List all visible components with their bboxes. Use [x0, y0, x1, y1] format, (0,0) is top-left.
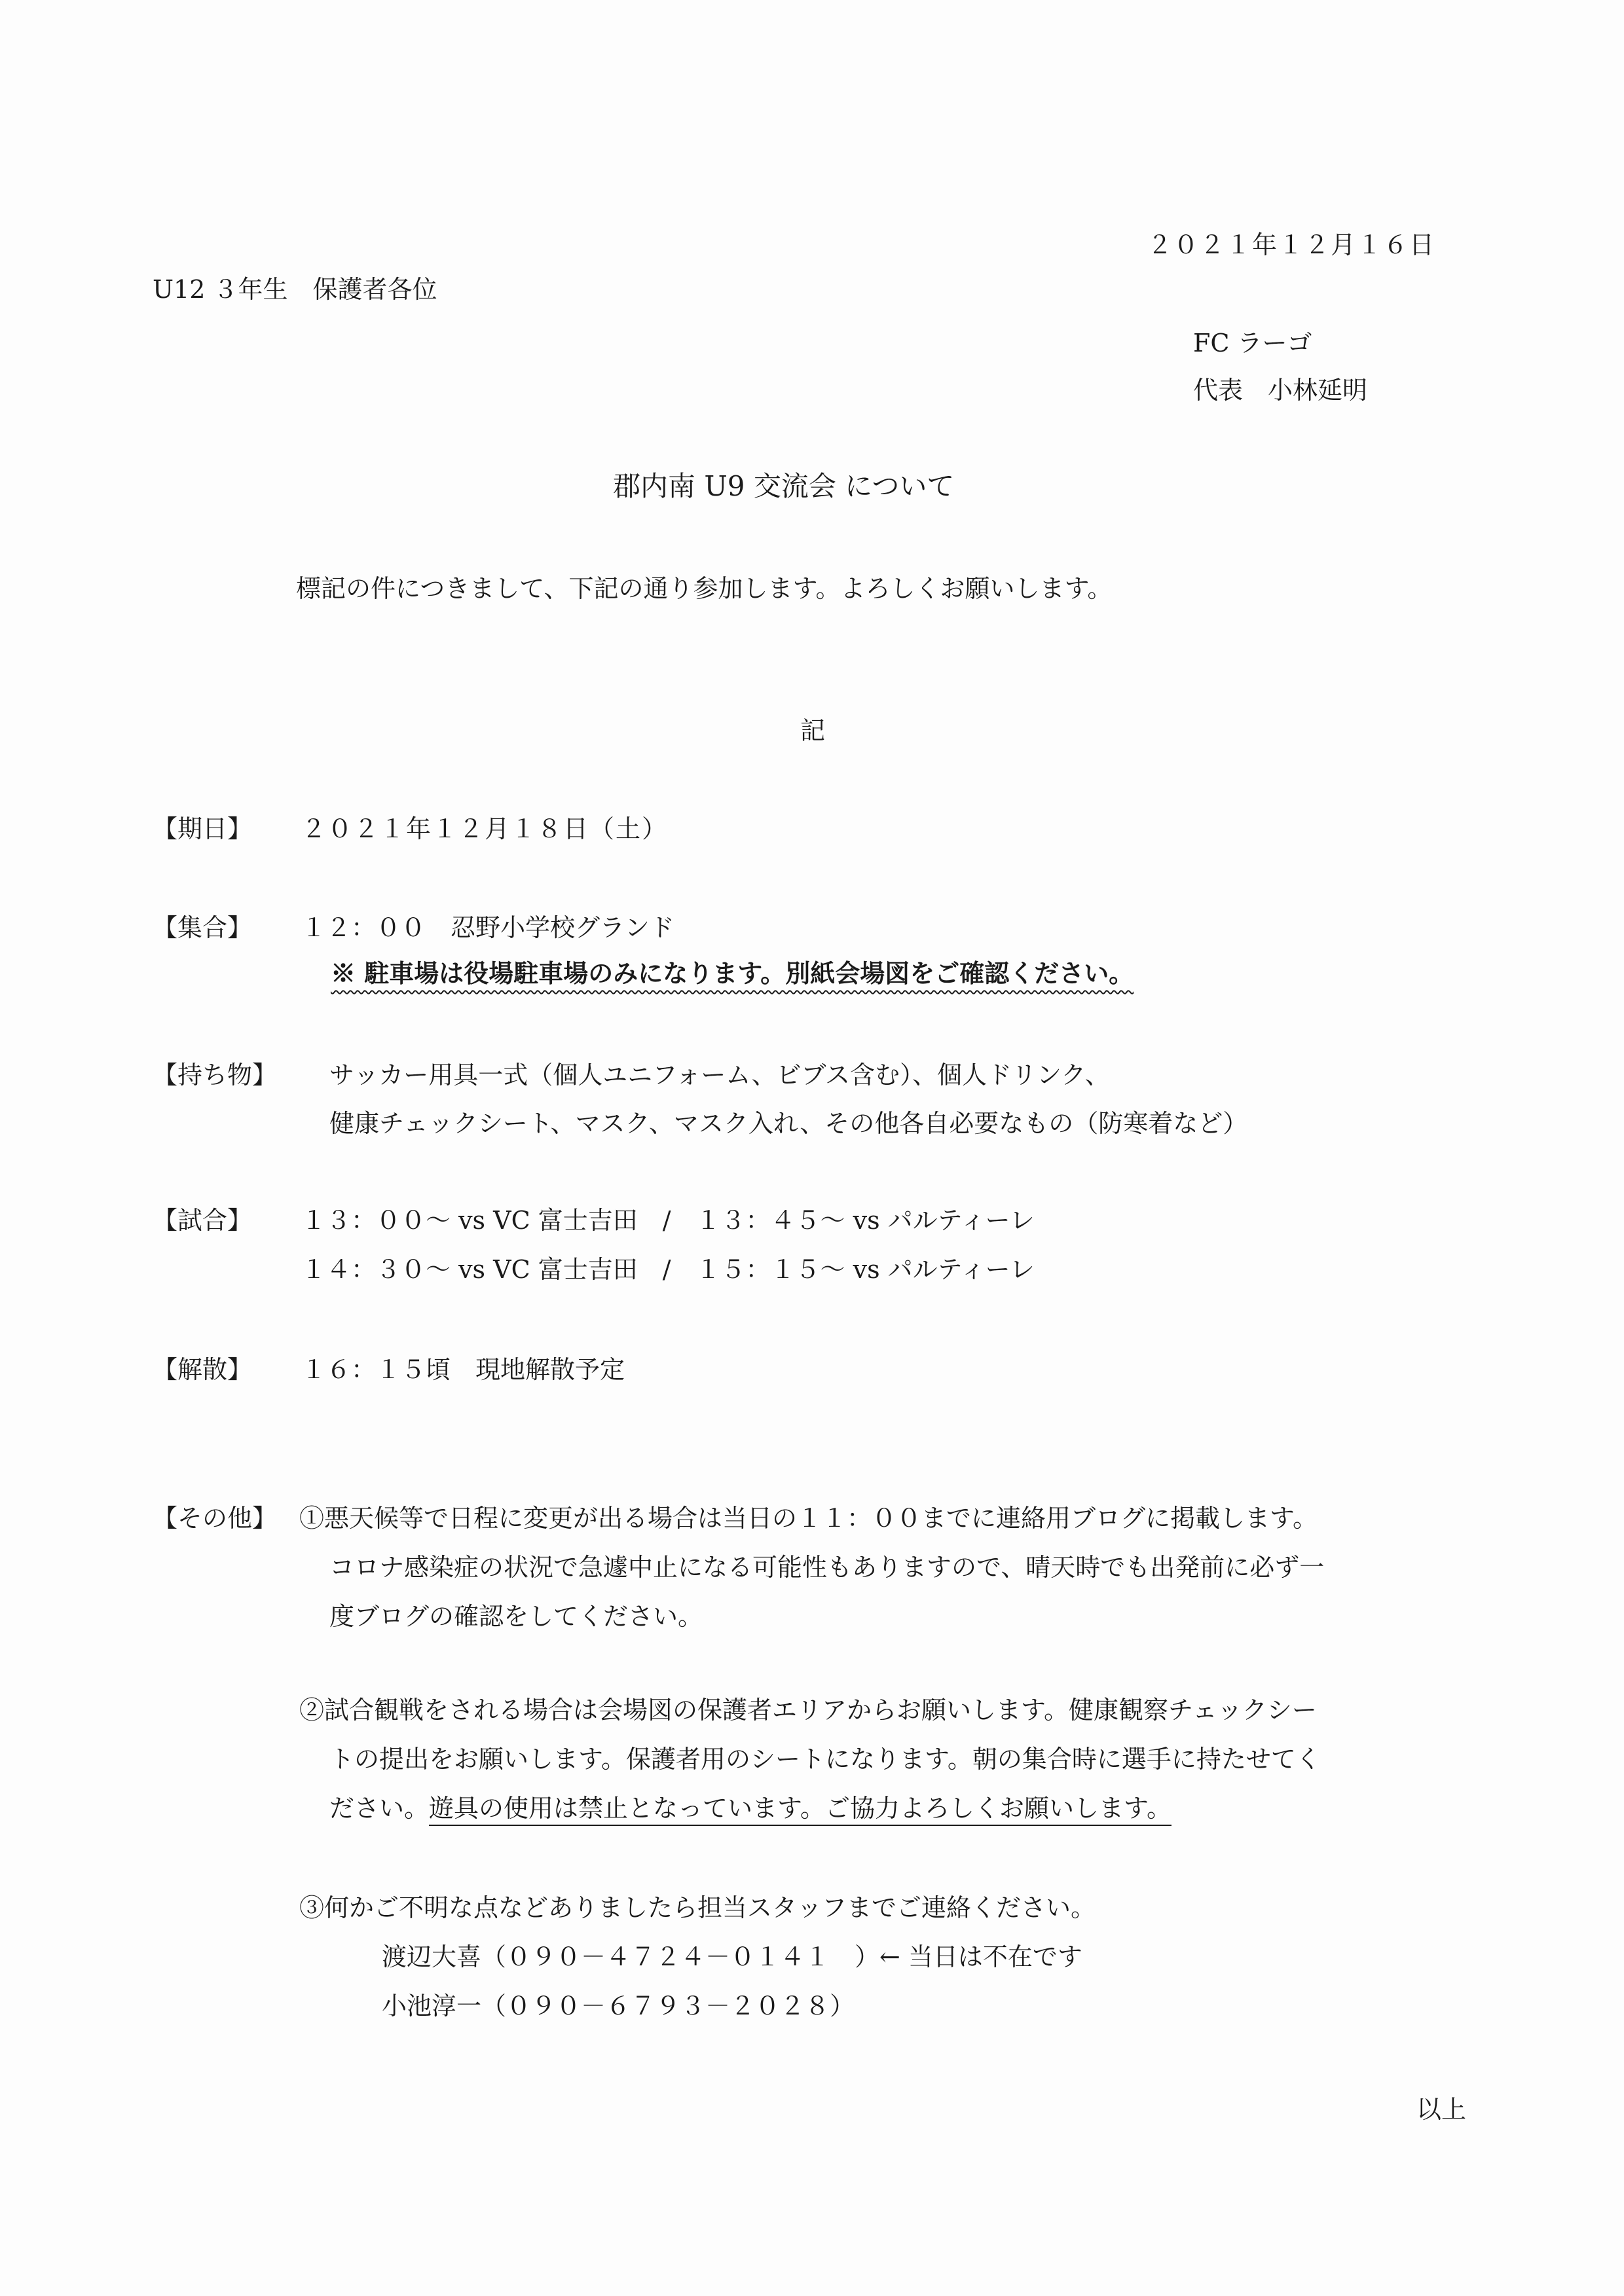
sender-organization: FC ラーゴ — [1193, 329, 1312, 357]
event-date: ２０２１年１２月１８日（土） — [301, 814, 669, 843]
note-2-line-3-text: ださい。 — [329, 1794, 430, 1823]
match-label: 【試合】 — [153, 1206, 253, 1235]
match-line-1: １３：００～ vs VC 富士吉田 / １３：４５～ vs パルティーレ — [301, 1206, 1035, 1235]
ki-heading: 記 — [800, 716, 826, 745]
note-2-line-2: トの提出をお願いします。保護者用のシートになります。朝の集合時に選手に持たせてく — [329, 1745, 1321, 1774]
note-1-line-3: 度ブログの確認をしてください。 — [329, 1602, 703, 1631]
recipient-line: U12 ３年生 保護者各位 — [153, 275, 437, 304]
contact-watanabe: 渡辺大喜（０９０－４７２４－０１４１ ）← 当日は不在です — [382, 1942, 1082, 1971]
note-1-line-2: コロナ感染症の状況で急遽中止になる可能性もありますので、晴天時でも出発前に必ず一 — [329, 1553, 1325, 1582]
match-line-2: １４：３０～ vs VC 富士吉田 / １５：１５～ vs パルティーレ — [301, 1255, 1035, 1284]
note-2-line-1: ②試合観戦をされる場合は会場図の保護者エリアからお願いします。健康観察チェックシー — [299, 1696, 1317, 1724]
playground-prohibition-note: 遊具の使用は禁止となっています。ご協力よろしくお願いします。 — [429, 1794, 1172, 1823]
date-label: 【期日】 — [153, 814, 253, 843]
items-line-2: 健康チェックシート、マスク、マスク入れ、その他各自必要なもの（防寒着など） — [329, 1109, 1248, 1138]
dismiss-time: １６：１５頃 現地解散予定 — [301, 1355, 625, 1384]
closing-mark: 以上 — [1416, 2095, 1467, 2124]
document-title: 郡内南 U9 交流会 について — [613, 470, 955, 502]
contact-koike: 小池淳一（０９０－６７９３－２０２８） — [382, 1992, 855, 2020]
gather-time-place: １２：００ 忍野小学校グランド — [301, 913, 675, 942]
dismiss-label: 【解散】 — [153, 1355, 253, 1384]
parking-note: ※ 駐車場は役場駐車場のみになります。別紙会場図をご確認ください。 — [331, 958, 1134, 988]
note-1-line-1: ①悪天候等で日程に変更が出る場合は当日の１１：００までに連絡用ブログに掲載します。 — [299, 1504, 1318, 1533]
gather-label: 【集合】 — [153, 913, 253, 942]
document-date: ２０２１年１２月１６日 — [1147, 230, 1436, 259]
items-line-1: サッカー用具一式（個人ユニフォーム、ビブス含む）、個人ドリンク、 — [329, 1061, 1110, 1089]
note-3-line-1: ③何かご不明な点などありましたら担当スタッフまでご連絡ください。 — [299, 1893, 1096, 1922]
intro-paragraph: 標記の件につきまして、下記の通り参加します。よろしくお願いします。 — [296, 574, 1113, 603]
items-label: 【持ち物】 — [153, 1061, 278, 1089]
note-2-line-3 — [329, 1796, 1172, 1821]
other-label: 【その他】 — [153, 1504, 278, 1533]
sender-representative: 代表 小林延明 — [1193, 376, 1368, 405]
